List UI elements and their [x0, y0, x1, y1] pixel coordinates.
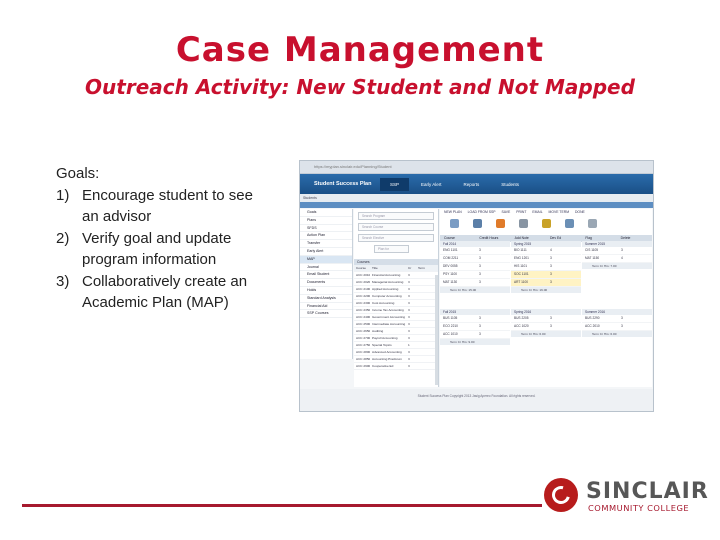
plan-course-cell: ACC 1010 [443, 332, 458, 336]
course-row[interactable] [354, 293, 438, 300]
col-title: Title [372, 266, 378, 270]
course-row[interactable] [354, 356, 438, 363]
plan-course-row[interactable] [511, 271, 581, 279]
slide-title: Case Management [175, 30, 545, 70]
course-cell: Advanced Accounting [372, 350, 402, 354]
plan-course-cell: 3 [550, 264, 552, 268]
grid-col-delete: Delete [620, 236, 631, 240]
section-subheader: Students [300, 194, 653, 202]
plan-course-row[interactable] [511, 323, 581, 331]
course-cell: ACC 2650 [356, 329, 370, 333]
app-logo: Student Success Plan [314, 181, 372, 187]
plan-course-row[interactable] [440, 331, 510, 339]
course-cell: Payroll Accounting [372, 336, 398, 340]
term-header: Fall 2014 [440, 241, 510, 247]
course-row[interactable] [354, 321, 438, 328]
col-term: Term [418, 266, 425, 270]
course-cell: ACC 2020 [356, 280, 370, 284]
course-row[interactable] [354, 335, 438, 342]
grid-col-flag: Flag [585, 236, 592, 240]
left-menu-item[interactable]: Early Alert [300, 248, 352, 256]
plan-course-cell: ACC 1020 [514, 324, 529, 328]
left-menu-item[interactable]: Journal [300, 264, 352, 272]
move-term-button[interactable]: MOVE TERM [548, 210, 570, 214]
plan-course-cell: HIS 1101 [514, 264, 528, 268]
new-plan-icon[interactable] [450, 219, 459, 228]
course-cell: ACC 2900 [356, 364, 370, 368]
nav-tab-ssp[interactable]: SSP [380, 178, 409, 191]
plan-course-cell: MAT 1130 [443, 280, 458, 284]
done-button[interactable]: DONE [574, 210, 585, 214]
plan-course-cell: SOC 1101 [514, 272, 529, 276]
plan-course-cell: ENG 1201 [514, 256, 529, 260]
course-row[interactable] [354, 314, 438, 321]
goal-item [56, 228, 266, 271]
course-cell: Applied Accounting [372, 287, 399, 291]
course-cell: ACC 2700 [356, 336, 370, 340]
plan-course-cell: 3 [479, 264, 481, 268]
term-header: Summer 2016 [582, 309, 652, 315]
plan-course-cell: 3 [550, 272, 552, 276]
left-menu-item[interactable]: Documents [300, 279, 352, 287]
plan-course-cell: ACC 2010 [585, 324, 600, 328]
course-cell: ACC 2200 [356, 294, 370, 298]
course-row[interactable] [354, 279, 438, 286]
goals-list [56, 163, 266, 314]
app-screenshot [299, 160, 654, 412]
goal-number: 1) [56, 186, 70, 204]
nav-tab-students[interactable]: Students [501, 181, 520, 187]
goal-text: Collaboratively create an Academic Plan (MAP) [82, 272, 248, 311]
browser-address-bar: https://myplan.sinclair.edu/Planning/Student [300, 161, 653, 174]
plan-course-cell: 3 [550, 280, 552, 284]
term-header: Spring 2016 [511, 309, 581, 315]
goal-item [56, 271, 266, 314]
move-icon[interactable] [565, 219, 574, 228]
left-menu-item[interactable]: Action Plan [300, 232, 352, 240]
left-menu-item[interactable]: Financial Aid [300, 303, 352, 311]
course-cell: ACC 2500 [356, 322, 370, 326]
print-button[interactable]: PRINT [516, 210, 527, 214]
plan-course-row[interactable] [440, 279, 510, 287]
course-cell: 3 [408, 315, 410, 319]
left-menu-item[interactable]: Plans [300, 217, 352, 225]
load-from-ssp-button[interactable]: LOAD FROM SSP [467, 210, 496, 214]
course-cell: ACC 2400 [356, 315, 370, 319]
course-cell: 3 [408, 301, 410, 305]
term-credit-total: Term Cr Hrs: 6.00 [582, 331, 652, 337]
plan-course-cell: 3 [479, 272, 481, 276]
course-cell: ACC 2800 [356, 350, 370, 354]
left-menu-item[interactable]: Transfer [300, 240, 352, 248]
course-cell: ACC 2010 [356, 273, 370, 277]
course-cell: 3 [408, 322, 410, 326]
plan-course-cell: 3 [479, 324, 481, 328]
term-credit-total: Term Cr Hrs: 6.00 [511, 331, 581, 337]
plan-course-row[interactable] [440, 315, 510, 323]
left-menu-item[interactable]: Holds [300, 287, 352, 295]
plan-course-cell: BUS 1105 [443, 316, 458, 320]
course-cell: ACC 2850 [356, 357, 370, 361]
brand-name: SINCLAIR [586, 479, 709, 504]
plan-course-cell: 3 [550, 256, 552, 260]
course-cell: 1 [408, 343, 410, 347]
plan-course-cell: PSY 1100 [443, 272, 458, 276]
course-cell: Managerial Accounting [372, 280, 404, 284]
term-column [582, 241, 652, 269]
course-cell: Cost Accounting [372, 301, 395, 305]
term-header: Fall 2015 [440, 309, 510, 315]
term-header: Spring 2015 [511, 241, 581, 247]
course-cell: 3 [408, 273, 410, 277]
goal-text: Encourage student to see an advisor [82, 186, 253, 225]
course-cell: Cooperative Ed [372, 364, 394, 368]
goals-heading: Goals: [56, 165, 100, 182]
plan-course-row[interactable] [440, 255, 510, 263]
course-cell: 3 [408, 287, 410, 291]
course-row[interactable] [354, 349, 438, 356]
course-cell: 3 [408, 350, 410, 354]
print-icon[interactable] [519, 219, 528, 228]
course-cell: 3 [408, 336, 410, 340]
plan-icon-toolbar [440, 215, 652, 235]
plan-course-cell: MAT 1150 [585, 256, 600, 260]
goal-number: 3) [56, 272, 70, 290]
nav-tab-reports[interactable]: Reports [463, 181, 480, 187]
plan-course-row[interactable] [511, 247, 581, 255]
course-cell: 3 [408, 364, 410, 368]
plan-course-cell: 4 [550, 248, 552, 252]
goal-number: 2) [56, 229, 70, 247]
left-menu-item[interactable]: SSP Courses [300, 310, 352, 318]
plan-course-cell: COM 2211 [443, 256, 459, 260]
plan-panel [440, 209, 652, 387]
plan-course-cell: ENG 1101 [443, 248, 458, 252]
course-cell: ACC 2300 [356, 301, 370, 305]
sinclair-logo-icon [544, 478, 578, 512]
term-column [440, 241, 510, 293]
course-list [354, 272, 438, 370]
app-footer: Student Success Plan Copyright 2013 Jasig Apereo Foundation. All rights reserved. [300, 389, 653, 411]
left-menu-item[interactable]: Goals [300, 209, 352, 217]
plan-course-row[interactable] [440, 247, 510, 255]
course-list-header: Courses [354, 259, 438, 265]
left-menu [300, 209, 353, 359]
plan-course-row[interactable] [440, 263, 510, 271]
course-cell: ACC 2750 [356, 343, 370, 347]
course-row[interactable] [354, 342, 438, 349]
col-course: Course [356, 266, 366, 270]
plan-course-cell: 3 [479, 248, 481, 252]
plan-course-row[interactable] [582, 255, 652, 263]
plan-course-cell: 3 [621, 324, 623, 328]
goal-text: Verify goal and update program information [82, 229, 232, 268]
course-cell: 3 [408, 308, 410, 312]
save-icon[interactable] [496, 219, 505, 228]
course-row[interactable] [354, 272, 438, 279]
course-cell: 3 [408, 357, 410, 361]
course-cell: Computer Accounting [372, 294, 402, 298]
plan-course-row[interactable] [511, 279, 581, 287]
term-column [511, 241, 581, 293]
term-column [582, 309, 652, 337]
email-button[interactable]: EMAIL [532, 210, 543, 214]
plan-course-row[interactable] [440, 323, 510, 331]
term-header: Summer 2015 [582, 241, 652, 247]
term-credit-total: Term Cr Hrs: 16.00 [511, 287, 581, 293]
slide-subtitle: Outreach Activity: New Student and Not Mapped [85, 75, 635, 99]
left-menu-item[interactable]: SFDS [300, 225, 352, 233]
term-credit-total: Term Cr Hrs: 9.00 [440, 339, 510, 345]
course-row[interactable] [354, 307, 438, 314]
plan-course-cell: BUS 2290 [585, 316, 600, 320]
course-row[interactable] [354, 286, 438, 293]
search-elective-input[interactable]: Search Elective [358, 234, 434, 242]
course-cell: Financial Accounting [372, 273, 401, 277]
grid-col-note: Add Note [514, 236, 529, 240]
course-cell: Auditing [372, 329, 384, 333]
plan-course-row[interactable] [582, 323, 652, 331]
new-plan-button[interactable]: NEW PLAN [444, 210, 462, 214]
save-button[interactable]: SAVE [501, 210, 511, 214]
course-cell: ACC 2100 [356, 287, 370, 291]
plan-course-cell: 4 [621, 256, 623, 260]
done-icon[interactable] [588, 219, 597, 228]
course-cell: 3 [408, 329, 410, 333]
course-cell: Income Tax Accounting [372, 308, 404, 312]
term-credit-total: Term Cr Hrs: 7.00 [582, 263, 652, 269]
plan-course-cell: 3 [479, 256, 481, 260]
plan-course-cell: 3 [479, 316, 481, 320]
brand-subtitle: COMMUNITY COLLEGE [588, 503, 690, 513]
course-cell: Intermediate Accounting [372, 322, 406, 326]
grid-col-deved: Dev Ed [549, 236, 562, 240]
goal-item [56, 185, 266, 228]
plan-course-row[interactable] [511, 255, 581, 263]
course-cell: Accounting Practicum [372, 357, 402, 361]
plan-course-row[interactable] [511, 263, 581, 271]
plan-course-cell: 3 [550, 324, 552, 328]
course-row[interactable] [354, 300, 438, 307]
plan-course-cell: ART 1100 [514, 280, 528, 284]
course-row[interactable] [354, 328, 438, 335]
left-menu-item[interactable]: Standard Analysis [300, 295, 352, 303]
plan-course-cell: 3 [479, 332, 481, 336]
footer-rule [22, 504, 542, 507]
search-program-input[interactable]: Search Program [358, 212, 434, 220]
term-column [511, 309, 581, 337]
app-header [300, 174, 653, 194]
term-credit-total: Term Cr Hrs: 15.00 [440, 287, 510, 293]
left-menu-item[interactable]: Email Student [300, 271, 352, 279]
left-menu-item[interactable]: MAP [300, 256, 352, 264]
search-course-input[interactable]: Search Course [358, 223, 434, 231]
path-bar [300, 202, 653, 208]
grid-col-credit: Credit Hours [479, 236, 499, 240]
course-row[interactable] [354, 363, 438, 370]
plan-course-cell: ECO 2210 [443, 324, 458, 328]
plan-course-row[interactable] [582, 315, 652, 323]
app-nav [380, 178, 529, 191]
plan-course-cell: 3 [479, 280, 481, 284]
plan-course-cell: CIS 1105 [585, 248, 599, 252]
email-icon[interactable] [542, 219, 551, 228]
col-credits: Cr [408, 266, 412, 270]
plan-course-cell: DEV 0055 [443, 264, 458, 268]
term-column [440, 309, 510, 345]
nav-tab-early-alert[interactable]: Early Alert [421, 181, 442, 187]
course-scrollbar[interactable] [435, 275, 438, 385]
plan-course-row[interactable] [440, 271, 510, 279]
course-cell: Government Accounting [372, 315, 406, 319]
course-column-headers [354, 265, 438, 272]
plan-for-field[interactable]: Plan for [374, 245, 409, 253]
plan-course-row[interactable] [582, 247, 652, 255]
plan-course-cell: 3 [621, 248, 623, 252]
plan-course-cell: BIO 1111 [514, 248, 527, 252]
plan-course-cell: 3 [621, 316, 623, 320]
course-cell: Special Topics [372, 343, 392, 347]
plan-course-cell: BUS 2205 [514, 316, 529, 320]
plan-course-cell: 3 [550, 316, 552, 320]
load-icon[interactable] [473, 219, 482, 228]
course-cell: 3 [408, 294, 410, 298]
course-cell: 3 [408, 280, 410, 284]
course-cell: ACC 2350 [356, 308, 370, 312]
course-search-panel [354, 209, 439, 387]
plan-course-row[interactable] [511, 315, 581, 323]
grid-col-course: Course [444, 236, 455, 240]
